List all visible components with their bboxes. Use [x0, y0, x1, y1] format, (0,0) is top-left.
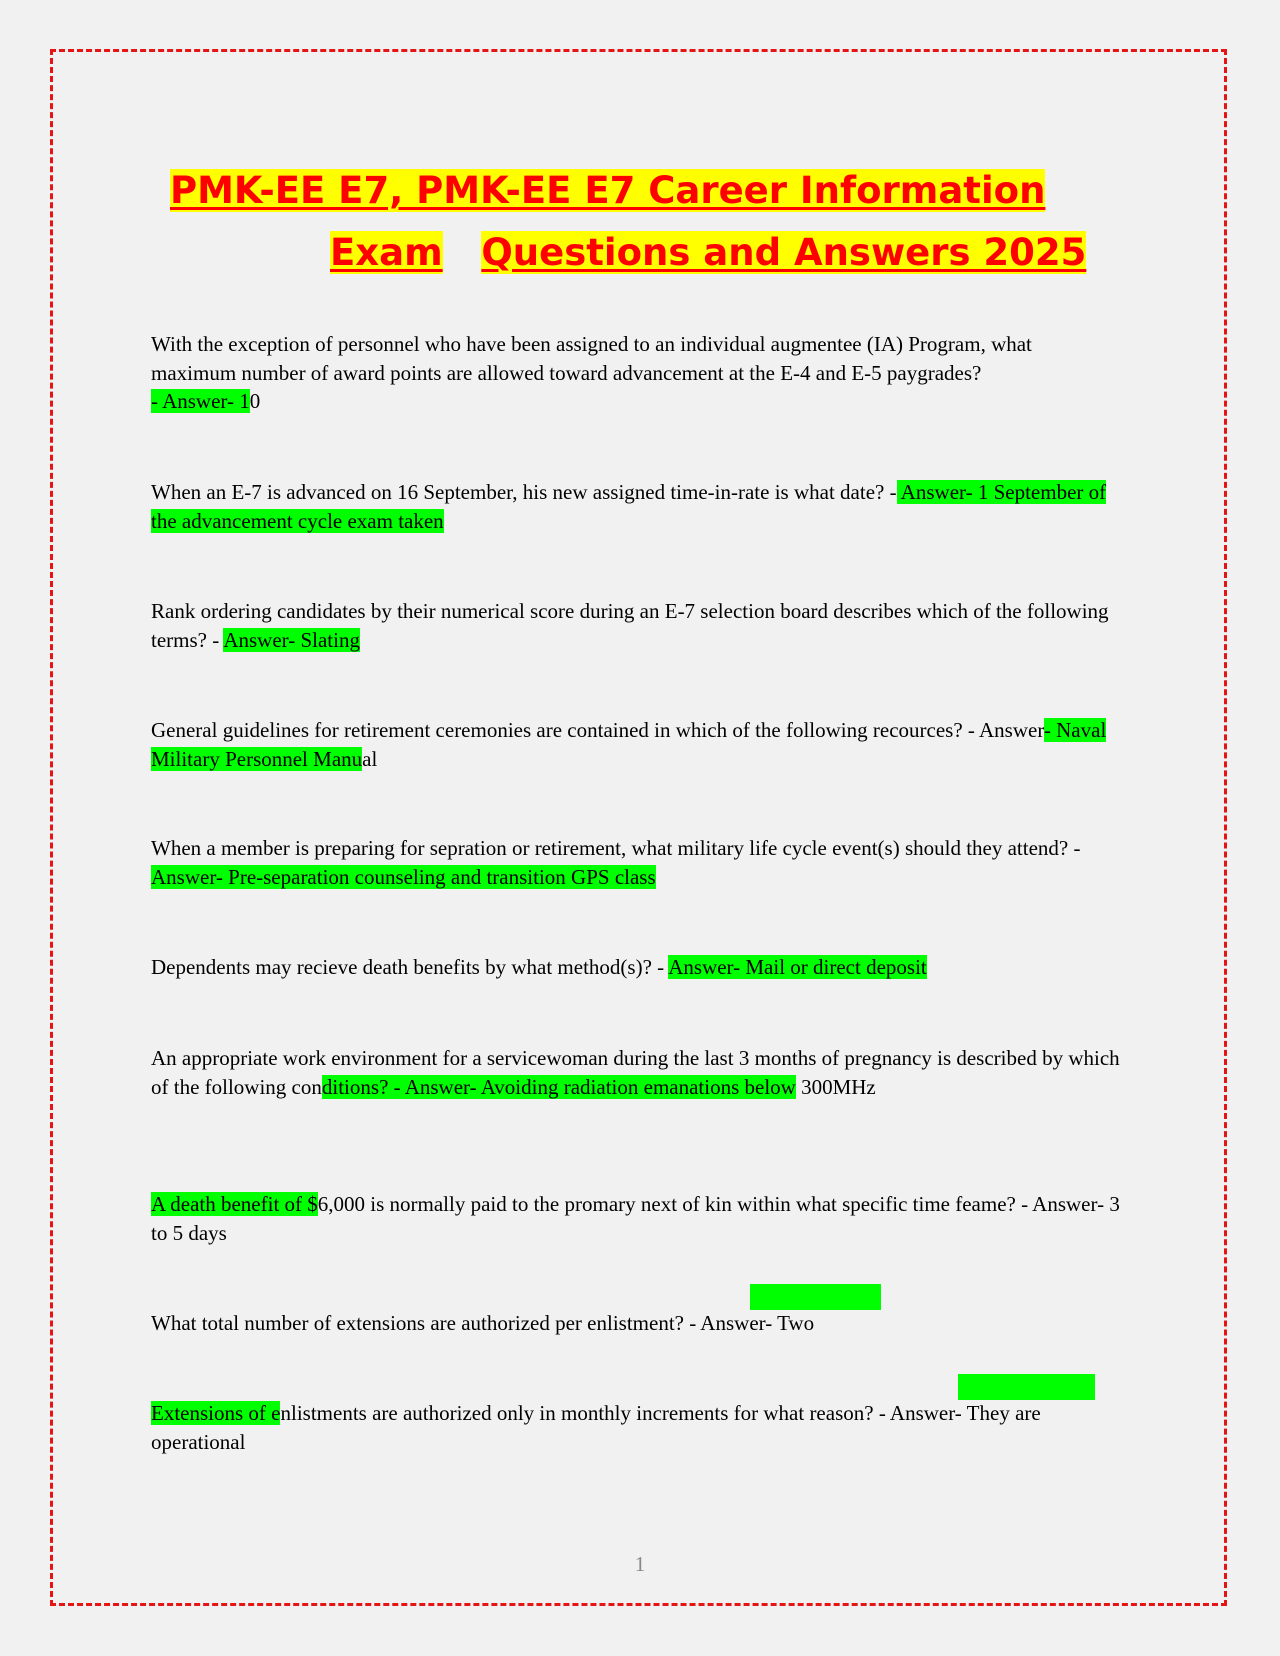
question-text: What total number of extensions are authorized per enlistment? - Answer- Two	[151, 1311, 815, 1335]
title-line-1-text: PMK-EE E7, PMK-EE E7 Career Information	[170, 169, 1046, 212]
qa-item-4	[151, 716, 1121, 773]
answer-highlight: - Naval Military Personnel Manu	[151, 718, 1107, 771]
title-line-2-questions: Questions and Answers 2025	[481, 231, 1087, 274]
answer-tail: al	[362, 746, 378, 771]
qa-item-1	[151, 330, 1121, 416]
answer-tail: 6,000 is normally paid to the promary next of kin within what specific time feame? - Answer- 3 to 5 days	[151, 1192, 1120, 1245]
qa-item-8	[151, 1190, 1121, 1247]
answer-highlight: Answer- Pre-separation counseling and transition GPS class	[151, 864, 656, 889]
answer-tail: 0	[249, 389, 261, 413]
question-text: With the exception of personnel who have been assigned to an individual augmentee (IA) Program, what maximum number of award points are allowed toward advancement at the E-4 and E-5 paygrades?	[151, 332, 1032, 385]
qa-item-2	[151, 478, 1121, 535]
qa-item-10	[151, 1399, 1121, 1456]
qa-item-9	[151, 1309, 1121, 1338]
title-line-2-exam: Exam	[330, 231, 443, 274]
title-line-1	[170, 160, 1110, 222]
page-number: 1	[634, 1552, 646, 1576]
title-line-2	[170, 222, 1110, 284]
question-text: Dependents may recieve death benefits by what method(s)? -	[151, 955, 669, 979]
answer-highlight: ditions? - Answer- Avoiding radiation emanations below	[321, 1074, 796, 1099]
answer-tail: nlistments are authorized only in monthly increments for what reason? - Answer- They are operational	[151, 1401, 1041, 1454]
answer-highlight: - Answer- 1	[151, 389, 250, 413]
qa-item-6	[151, 953, 1121, 982]
question-text: When an E-7 is advanced on 16 September, his new assigned time-in-rate is what date? -	[151, 480, 897, 504]
question-text: General guidelines for retirement ceremonies are contained in which of the following recources? - Answer	[151, 718, 1044, 742]
answer-tail: 300MHz	[795, 1074, 876, 1099]
answer-highlight: Extensions of e	[151, 1401, 281, 1425]
qa-item-3	[151, 597, 1121, 654]
stray-highlight	[750, 1284, 881, 1310]
qa-item-5	[151, 834, 1121, 891]
stray-highlight	[958, 1374, 1095, 1400]
answer-highlight: Answer- Mail or direct deposit	[668, 955, 927, 979]
qa-item-7	[151, 1044, 1121, 1101]
question-text: An appropriate work environment for a servicewoman during the last 3 months of pregnancy is described by which of the following con	[151, 1046, 1120, 1099]
answer-highlight: A death benefit of $	[151, 1192, 318, 1216]
question-text: When a member is preparing for sepration or retirement, what military life cycle event(s) should they attend? -	[151, 836, 1081, 860]
document-title	[170, 160, 1110, 284]
answer-highlight: Answer- Slating	[223, 627, 360, 652]
answer-highlight: Answer- 1 September of the advancement cycle exam taken	[151, 480, 1107, 533]
question-text: Rank ordering candidates by their numerical score during an E-7 selection board describes which of the following terms? -	[151, 599, 1109, 652]
